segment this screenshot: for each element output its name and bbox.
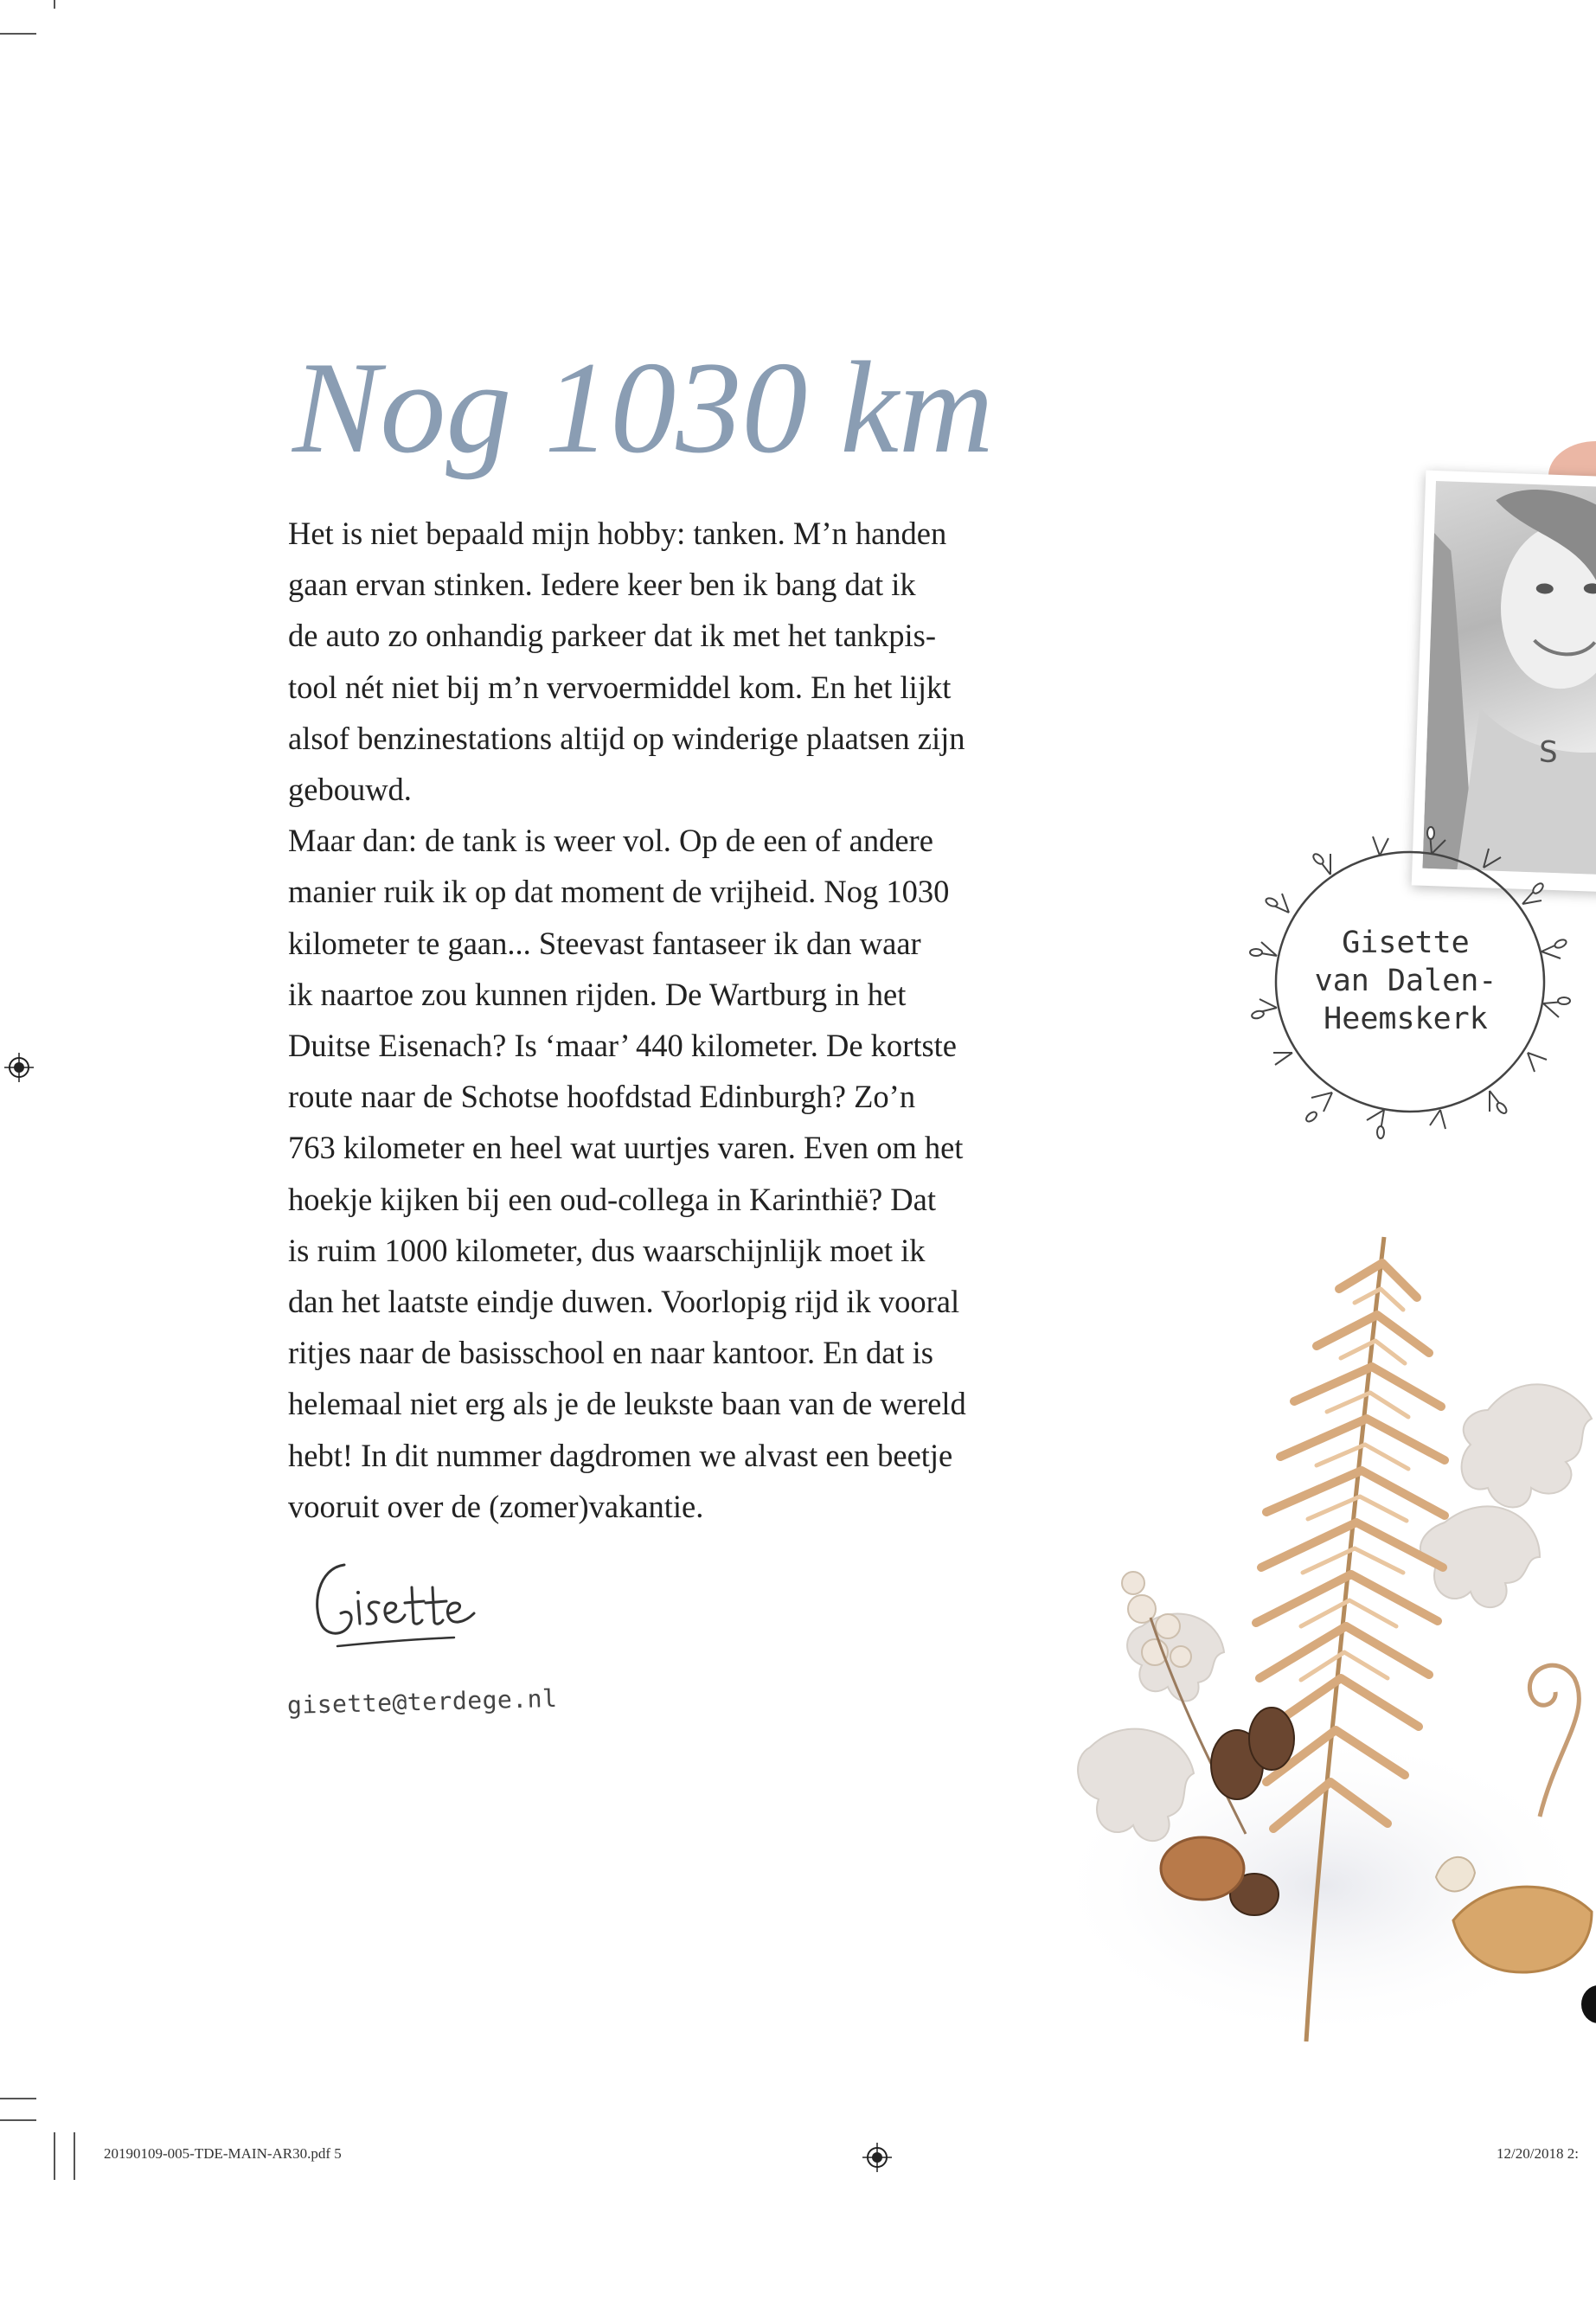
article-headline: Nog 1030 km [292,335,994,480]
body-line: vooruit over de (zomer)vakantie. [288,1488,704,1524]
body-line: 763 kilometer en heel wat uurtjes varen. Even om het [288,1130,964,1166]
author-name-line: Heemskerk [1324,1002,1488,1036]
article-body [288,508,1067,1532]
body-line: route naar de Schotse hoofdstad Edinburgh? Zo’n [288,1079,916,1115]
body-line: gebouwd. [288,772,412,808]
crop-mark-bottom-left-v2 [74,2132,75,2180]
crop-mark-top-left-v [54,0,55,9]
body-line: gaan ervan stinken. Iedere keer ben ik bang dat ik [288,567,916,603]
svg-text:S: S [1538,734,1559,771]
registration-mark-icon [4,1053,34,1082]
crop-mark-bottom-left-h2 [0,2119,36,2121]
body-line: alsof benzinestations altijd op winderige plaatsen zijn [288,720,965,756]
footer-date: 12/20/2018 2: [1497,2145,1579,2162]
body-line: manier ruik ik op dat moment de vrijheid. Nog 1030 [288,874,950,910]
author-photo-image [1422,481,1596,875]
body-line: Duitse Eisenach? Is ‘maar’ 440 kilometer. De kortste [288,1028,958,1064]
body-line: ritjes naar de basisschool en naar kantoor. En dat is [288,1335,934,1371]
body-line: ik naartoe zou kunnen rijden. De Wartburg in het [288,976,907,1012]
footer-file-name: 20190109-005-TDE-MAIN-AR30.pdf 5 [104,2145,342,2162]
crop-mark-top-left-h [0,33,36,35]
botanical-illustration [1038,1211,1596,2067]
body-line: helemaal niet erg als je de leukste baan van de wereld [288,1386,966,1422]
registration-mark-icon [862,2143,892,2172]
author-name-line: van Dalen- [1314,964,1497,998]
crop-mark-bottom-left-h [0,2098,36,2099]
body-line: hebt! In dit nummer dagdromen we alvast een beetje [288,1437,953,1473]
signature [303,1553,493,1665]
body-line: Maar dan: de tank is weer vol. Op de een of andere [288,823,933,859]
crop-mark-bottom-left-v [54,2132,55,2180]
body-line: de auto zo onhandig parkeer dat ik met het tankpis- [288,618,937,654]
body-line: kilometer te gaan... Steevast fantaseer ik dan waar [288,925,921,961]
body-line: hoekje kijken bij een oud-collega in Karinthië? Dat [288,1181,936,1217]
author-email[interactable]: gisette@terdege.nl [286,1683,558,1720]
body-line: dan het laatste eindje duwen. Voorlopig rijd ik vooral [288,1284,960,1320]
author-name [1276,924,1535,1038]
body-line: tool nét niet bij m’n vervoermiddel kom. En het lijkt [288,669,952,705]
author-name-line: Gisette [1342,926,1470,960]
body-line: is ruim 1000 kilometer, dus waarschijnlijk moet ik [288,1232,926,1268]
body-line: Het is niet bepaald mijn hobby: tanken. M’n handen [288,516,947,551]
